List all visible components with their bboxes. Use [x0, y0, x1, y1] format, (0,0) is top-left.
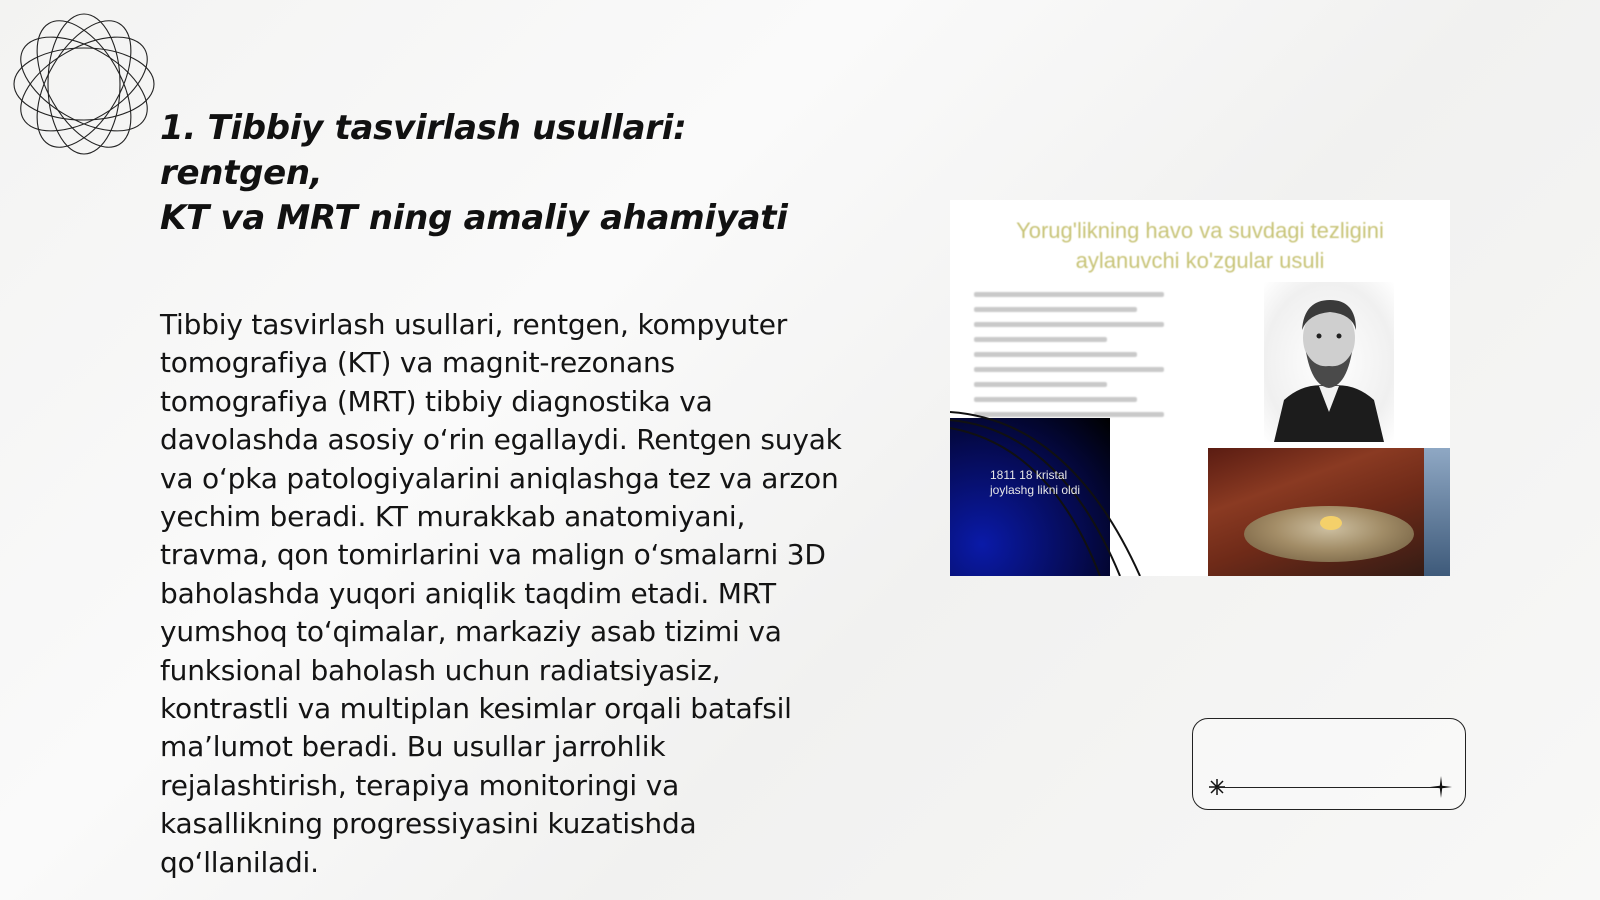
- apparatus-photo: [1208, 448, 1450, 576]
- decorative-circle-ornament: [10, 10, 158, 158]
- slide-body-text: Tibbiy tasvirlash usullari, rentgen, kompyuter tomografiya (KT) va magnit-rezonans tomografiya (MRT) tibbiy diagnostika va davolashda asosiy o‘rin egallaydi. Rentgen suyak va o‘pka patologiyalarini aniqlashga tez va arzon yechim beradi. KT murakkab anatomiyani, travma, qon tomirlarini va malign o‘smalarni 3D baholashda yuqori aniqlik taqdim etadi. MRT yumshoq to‘qimalar, markaziy asab tizimi va funksional baholash uchun radiatsiyasiz, kontrastli va multiplan kesimlar orqali batafsil ma’lumot beradi. Bu usullar jarrohlik rejalashtirish, terapiya monitoringi va kasallikning progressiyasini kuzatishda qo‘llaniladi.: [160, 308, 842, 879]
- portrait-photo: [1264, 282, 1394, 442]
- embedded-slide-image: [950, 200, 1450, 576]
- title-line-1: 1. Tibbiy tasvirlash usullari: rentgen,: [160, 108, 687, 193]
- slide-title: [160, 106, 860, 241]
- figure-dark-panel-text: 1811 18 kristal joylashg likni oldi: [990, 468, 1081, 497]
- figure-title-line-1: Yorug'likning havo va suvdagi tezligini: [1016, 218, 1384, 243]
- slider-track: [1215, 787, 1443, 788]
- figure-title: [950, 216, 1450, 276]
- portrait-figure: [1264, 282, 1394, 442]
- title-line-2: KT va MRT ning amaliy ahamiyati: [160, 198, 788, 238]
- figure-title-line-2: aylanuvchi ko'zgular usuli: [1075, 248, 1325, 273]
- timeline-slider-card: [1192, 718, 1466, 810]
- star-end-icon: [1429, 775, 1453, 799]
